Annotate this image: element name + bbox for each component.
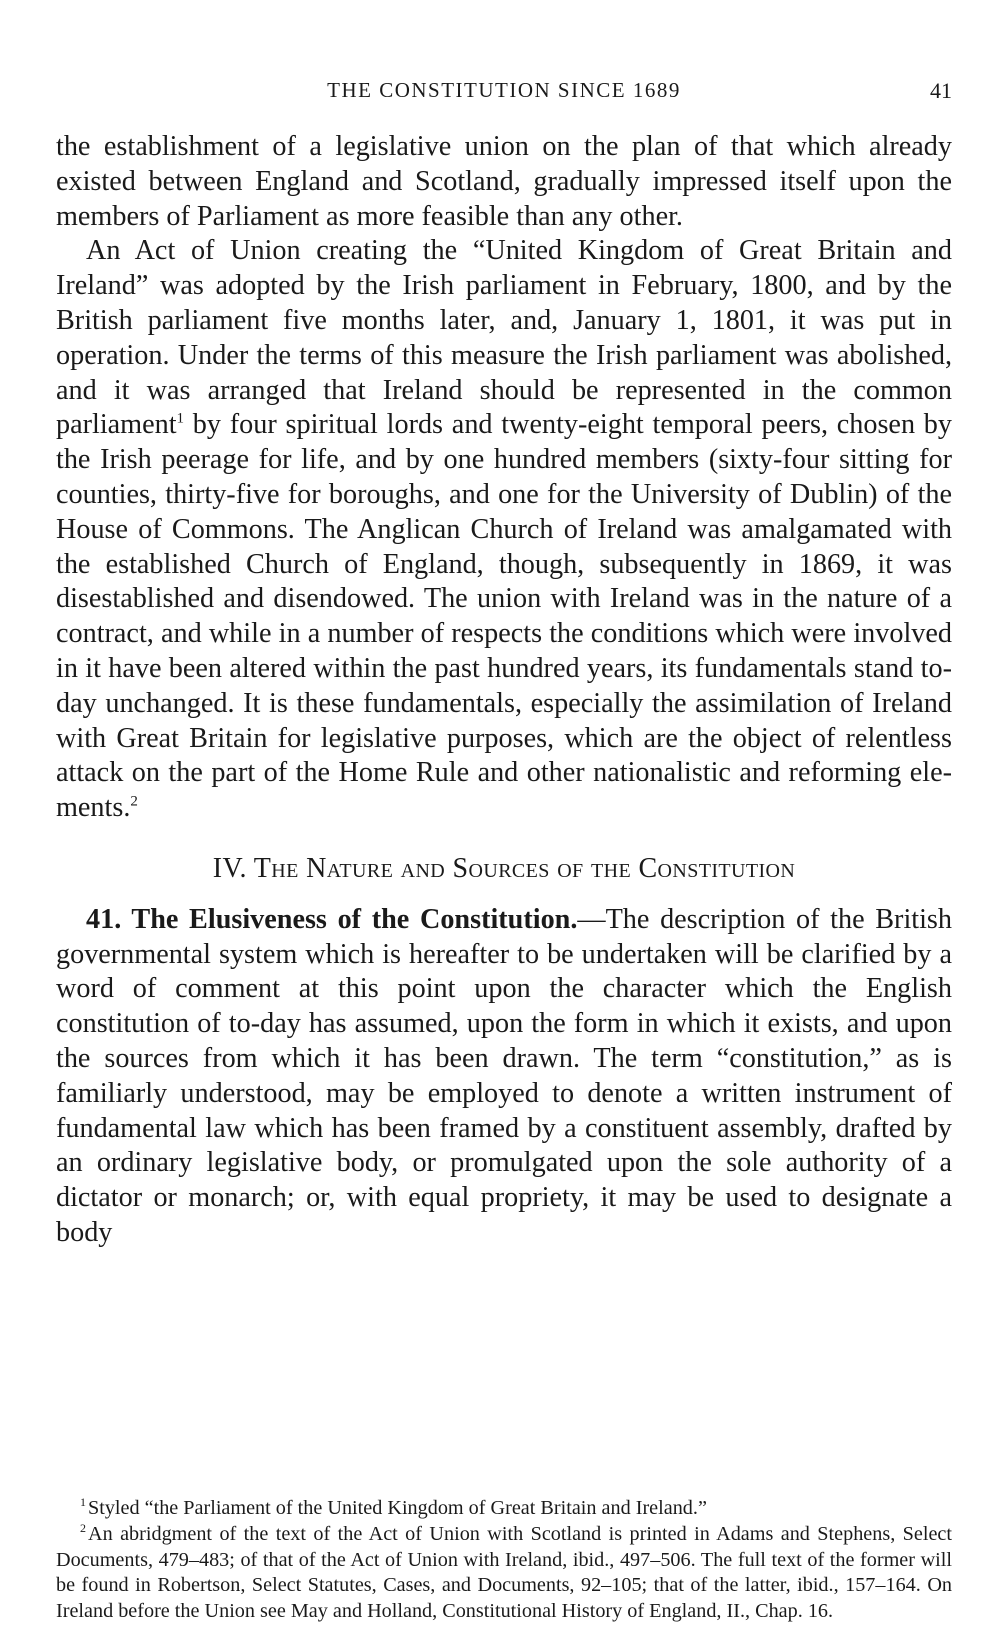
- footnote-marker: 2: [80, 1521, 86, 1536]
- footnote-text: Styled “the Parliament of the United Kingdom of Great Britain and Ireland.”: [88, 1497, 707, 1519]
- section-heading: IV. The Nature and Sources of the Constitution: [212, 852, 796, 884]
- footnote-marker: 1: [80, 1495, 86, 1510]
- paragraph-elusiveness: [56, 903, 952, 1251]
- body-text: [56, 130, 952, 1251]
- paragraph-continuation: the establishment of a legislative union on the plan of that which already existed between England and Scotland, gradually impressed itself upon the members of Parliament as more feasible than any other.: [56, 131, 952, 232]
- footnote-text: An abridgment of the text of the Act of Union with Scotland is printed in Adams and Stephens, Select Documents, 479–483; of that of the Act of Union with Ireland, ibid., 497–506. The full text of the former will be found in Robertson, Select Statutes, Cases, and Documents, 92–105; that of the latter, ibid., 157–164. On Ireland before the Union see May and Holland, Constitutional History of England, II., Chap. 16.: [56, 1522, 952, 1623]
- paragraph-label: 41. The Elusiveness of the Constitution.: [86, 903, 578, 935]
- page-number: 41: [930, 78, 952, 103]
- footnote-reference-2: 2: [130, 793, 138, 810]
- running-title: THE CONSTITUTION SINCE 1689: [327, 78, 681, 102]
- footnote-reference-1: 1: [176, 410, 185, 427]
- paragraph-text: An Act of Union creating the “United Kingdom of Great Britain and Ireland” was adopted by the Irish parliament in February, 1800, and by the British parliament five months later, and, January 1, 1801, it was put in operation. Under the terms of this measure the Irish parliament was abolished, and it was arranged that Ireland should be represented in the common parliament: [56, 235, 952, 441]
- footnote-1: [56, 1496, 952, 1522]
- paragraph-text: —The description of the British governmental system which is hereafter to be undertaken will be clarified by a word of comment at this point upon the character which the English constitution of to-day has assumed, upon the form in which it exists, and upon the sources from which it has been drawn. The term “constitution,” as is familiarly understood, may be employed to denote a written instrument of fundamental law which has been framed by a constituent assembly, drafted by an ordinary legislative body, or promulgated upon the sole authority of a dictator or monarch; or, with equal propriety, it may be used to designate a body: [56, 903, 952, 1248]
- footnote-2: [56, 1522, 952, 1625]
- paragraph-act-of-union: [56, 234, 952, 826]
- paragraph-text: by four spiritual lords and twenty-eight temporal peers, chosen by the Irish peerage for life, and by one hundred members (sixty-four sitting for counties, thirty-five for boroughs, and one for the University of Dublin) of the House of Commons. The Anglican Church of Ireland was amalgamated with the established Church of England, though, subsequently in 1869, it was disestablished and disendowed. The union with Ireland was in the nature of a contract, and while in a number of respects the conditions which were involved in it have been altered within the past hundred years, its fundamentals stand to-day unchanged. It is these fundamentals, especially the assimilation of Ireland with Great Britain for legislative purposes, which are the object of relentless attack on the part of the Home Rule and other nationalistic and reforming elements.: [56, 409, 952, 824]
- footnotes: [56, 1496, 952, 1625]
- running-head: [56, 78, 952, 108]
